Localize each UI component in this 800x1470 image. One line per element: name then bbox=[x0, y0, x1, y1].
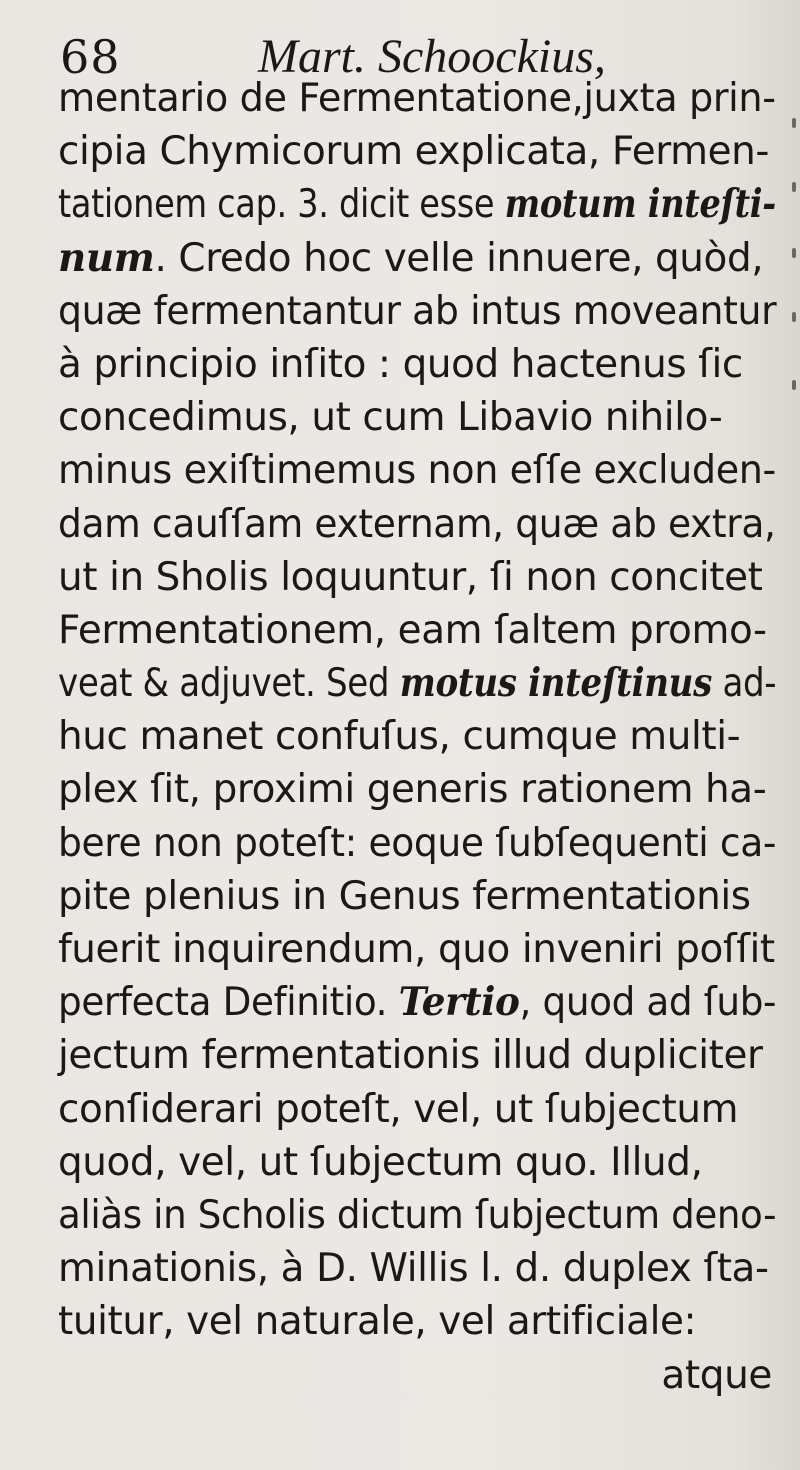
text-segment: cipia Chymicorum explicata, Fermen- bbox=[58, 129, 770, 175]
text-segment: quod, vel, ut ſubjectum quo. Illud, bbox=[58, 1139, 703, 1185]
text-line bbox=[58, 976, 777, 1029]
text-line bbox=[58, 1242, 776, 1295]
text-segment: bere non poteſt: eoque ſubſequenti ca- bbox=[58, 820, 777, 866]
text-line bbox=[58, 710, 776, 763]
text-segment: minationis, à D. Willis l. d. duplex ſta- bbox=[58, 1246, 769, 1292]
text-segment: , quod ad ſub- bbox=[519, 980, 777, 1026]
text-segment: dam cauſſam externam, quæ ab extra, bbox=[58, 501, 776, 547]
text-segment: à principio inſito : quod hactenus ſic bbox=[58, 341, 743, 387]
text-line bbox=[58, 1029, 776, 1082]
running-head: Mart. Schoockius, bbox=[258, 30, 606, 83]
text-segment: jectum fermentationis illud dupliciter bbox=[58, 1033, 763, 1079]
text-line bbox=[58, 391, 776, 444]
text-segment: Fermentationem, eam ſaltem promo- bbox=[58, 607, 767, 653]
text-line bbox=[58, 232, 776, 285]
italic-segment: num bbox=[58, 234, 155, 281]
text-segment: aliàs in Scholis dictum ſubjectum deno- bbox=[58, 1192, 777, 1238]
text-line bbox=[58, 338, 776, 391]
text-segment: concedimus, ut cum Libavio nihilo- bbox=[58, 395, 723, 441]
text-line bbox=[58, 1295, 776, 1348]
text-line bbox=[58, 444, 776, 497]
text-line bbox=[58, 657, 777, 710]
text-segment: veat & adjuvet. Sed bbox=[58, 661, 400, 707]
text-line bbox=[58, 72, 776, 125]
text-segment: mentario de Fermentatione,juxta prin- bbox=[58, 76, 776, 121]
text-line bbox=[58, 1136, 776, 1189]
text-line bbox=[58, 1189, 777, 1242]
page-edge-marks bbox=[786, 100, 796, 660]
text-segment: tationem cap. 3. dicit esse bbox=[58, 182, 505, 228]
text-line bbox=[58, 604, 776, 657]
text-line bbox=[58, 817, 777, 870]
text-line bbox=[58, 178, 776, 231]
text-segment: ad- bbox=[711, 661, 777, 707]
page-number: 68 bbox=[60, 30, 121, 84]
text-segment: quæ fermentantur ab intus moveantur bbox=[58, 288, 777, 334]
text-segment: fuerit inquirendum, quo inveniri poſſit bbox=[58, 927, 775, 972]
text-segment: minus exiſtimemus non eſſe excluden- bbox=[58, 448, 776, 494]
text-segment: huc manet confuſus, cumque multi- bbox=[58, 714, 741, 760]
catchword: atque bbox=[661, 1352, 772, 1398]
text-line bbox=[58, 125, 776, 178]
italic-segment: Tertio bbox=[398, 979, 520, 1026]
text-segment: plex ſit, proximi generis rationem ha- bbox=[58, 767, 767, 813]
text-segment: perfecta Definitio. bbox=[58, 980, 399, 1026]
text-line bbox=[58, 551, 776, 604]
text-line bbox=[58, 923, 776, 976]
italic-segment: motum inteſti- bbox=[504, 181, 776, 228]
text-line bbox=[58, 285, 777, 338]
text-segment: . Credo hoc velle innuere, quòd, bbox=[154, 235, 764, 281]
text-line bbox=[58, 763, 776, 816]
text-segment: ut in Sholis loquuntur, ſi non concitet bbox=[58, 554, 763, 600]
text-line bbox=[58, 870, 776, 923]
text-segment: tuitur, vel naturale, vel artificiale: bbox=[58, 1299, 697, 1345]
text-segment: conſiderari poteſt, vel, ut ſubjectum bbox=[58, 1086, 739, 1132]
italic-segment: motus inteſtinus bbox=[399, 660, 712, 707]
body-text bbox=[58, 72, 778, 1402]
catchword-line bbox=[58, 1349, 778, 1402]
text-segment: pite plenius in Genus fermentationis bbox=[58, 873, 751, 919]
text-line bbox=[58, 498, 776, 551]
text-line bbox=[58, 1083, 776, 1136]
